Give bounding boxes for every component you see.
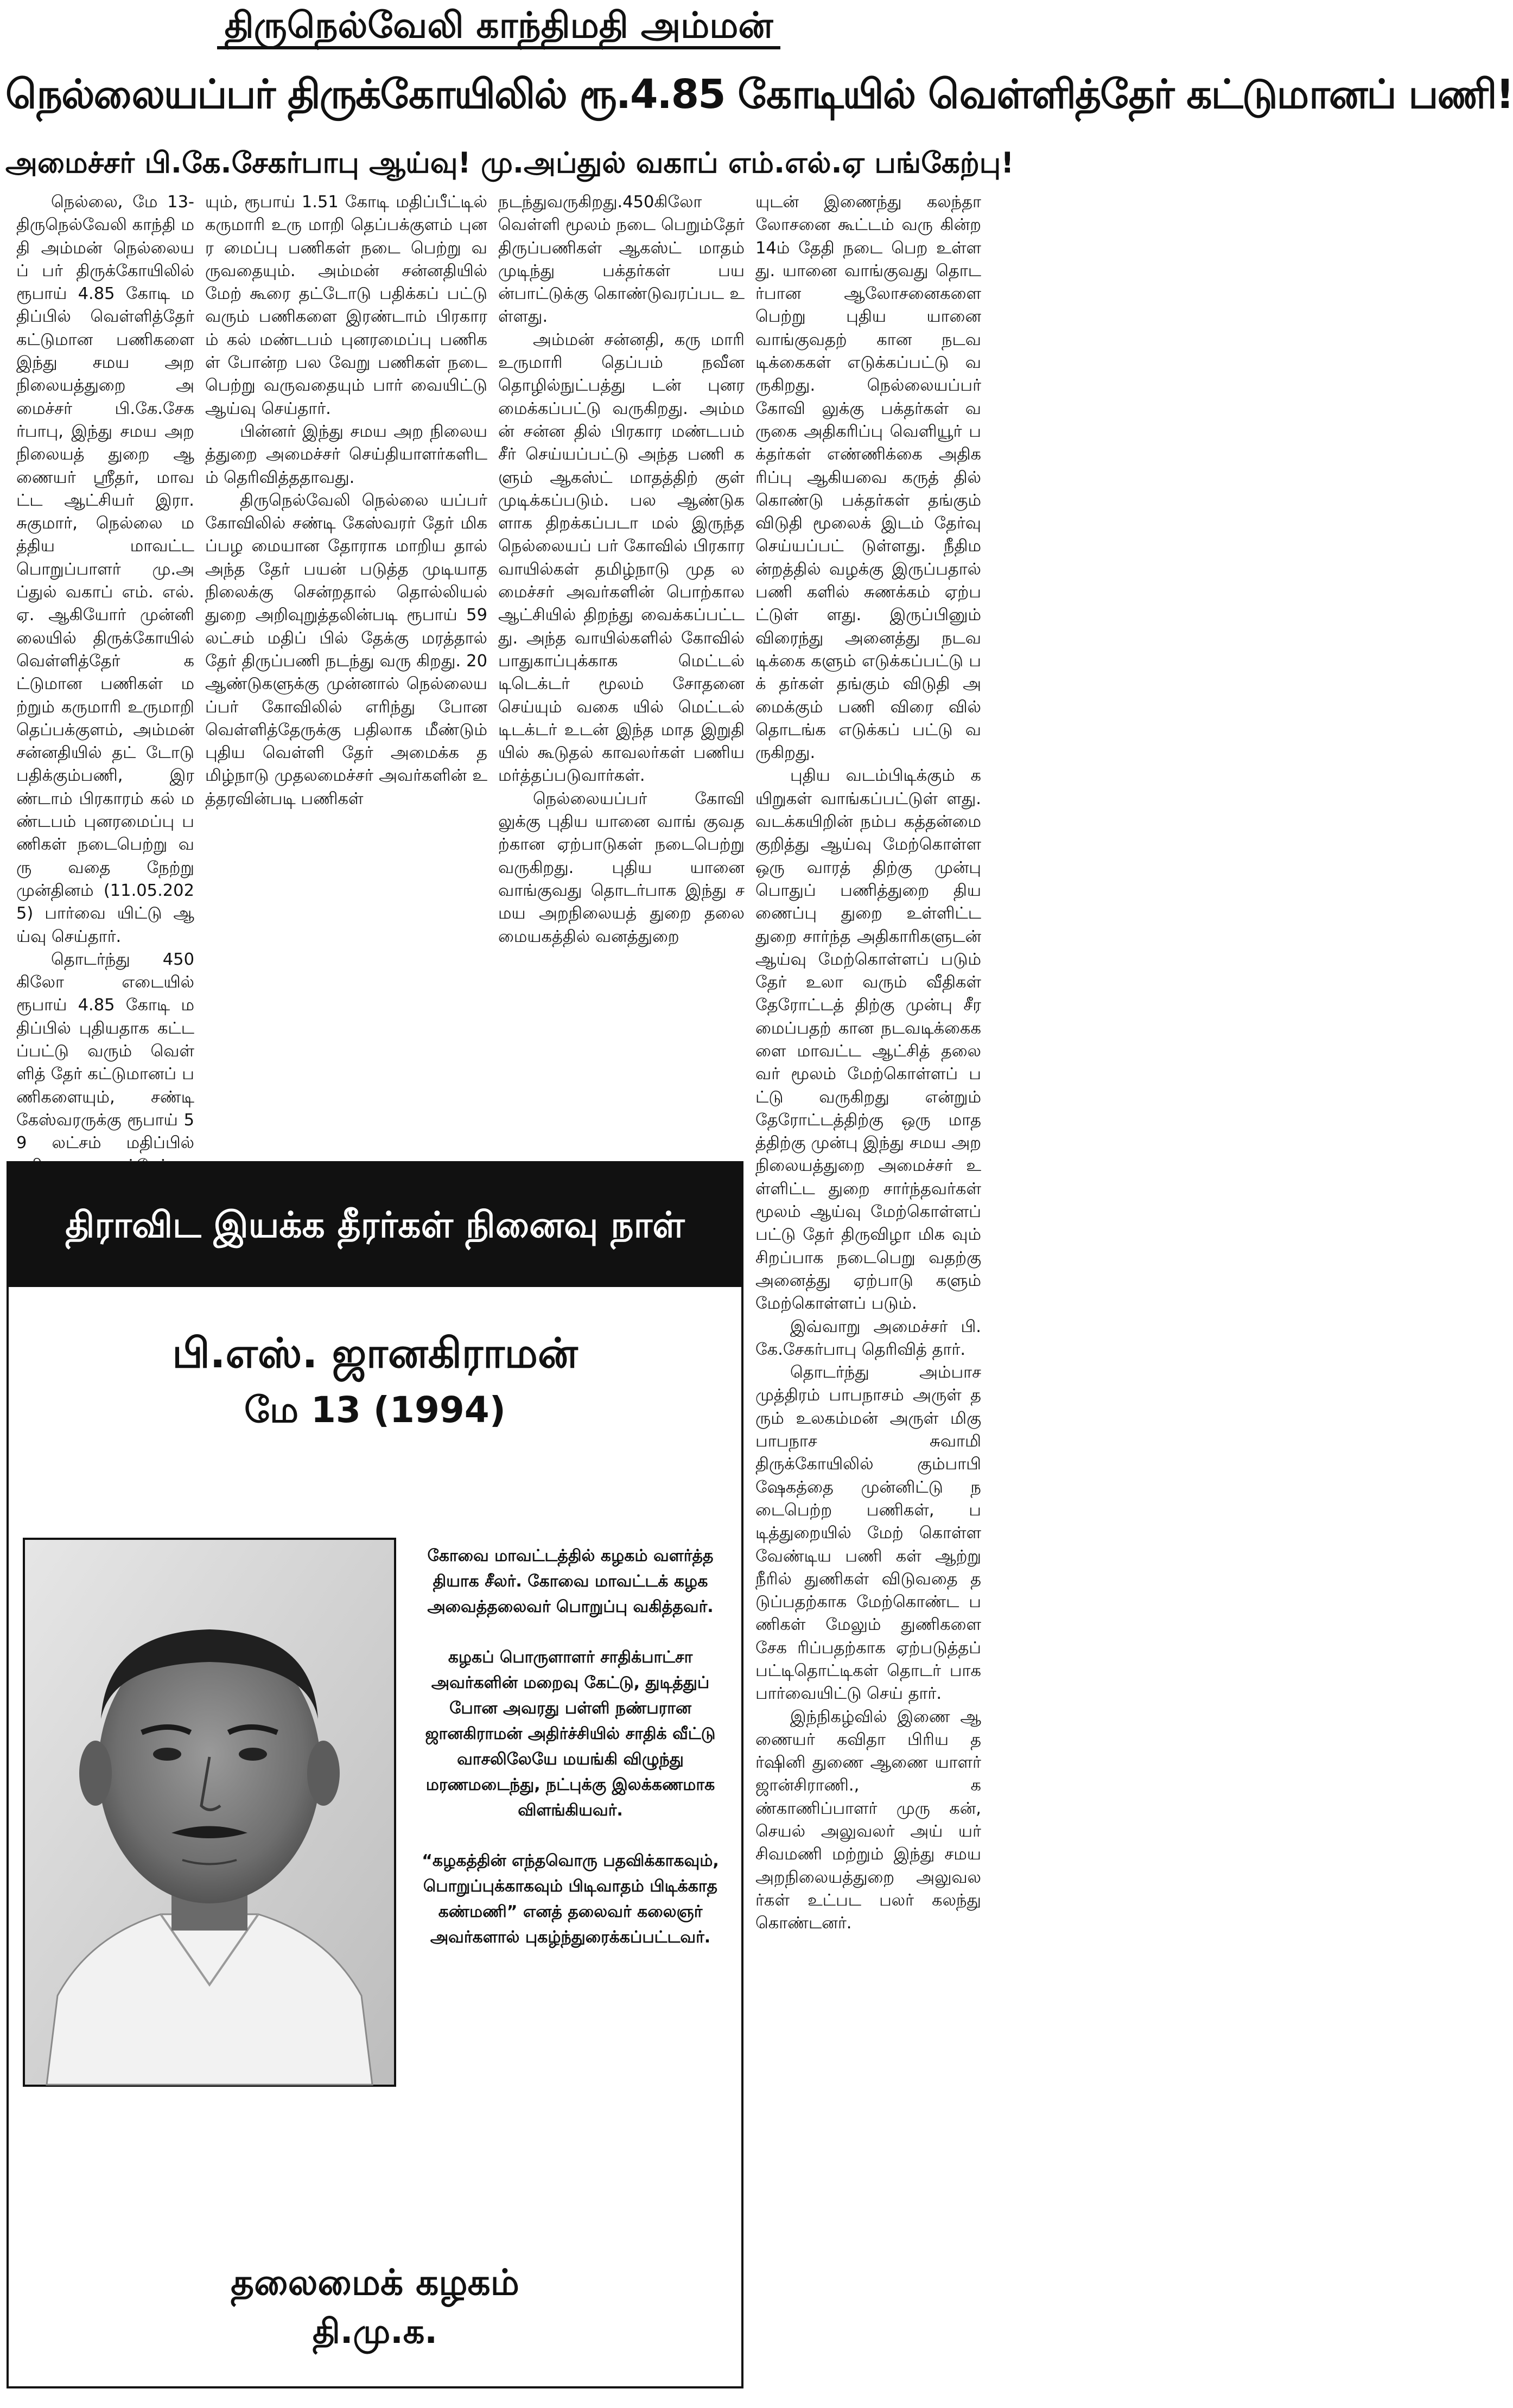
article-column-3 xyxy=(498,191,745,1151)
article-paragraph: இவ்வாறு அமைச்சர் பி.கே.சேகர்பாபு தெரிவித் தார். xyxy=(755,1317,981,1359)
article-paragraph: இந்நிகழ்வில் இணை ஆணையர் கவிதா பிரிய தர்ஷினி துணை ஆணை யாளர் ஜான்சிராணி., கண்காணிப்பாளர் முரு கன்,செயல் அலுவலர் அய் யர் சிவமணி மற்றும் இந்து சமய அறநிலையத்துறை அலுவலர்கள் உட்பட பலர் கலந்து கொண்டனர். xyxy=(755,1707,981,1933)
memorial-banner: திராவிட இயக்க தீரர்கள் நினைவு நாள் xyxy=(9,1163,741,1287)
memorial-box xyxy=(7,1161,743,2388)
memorial-text xyxy=(410,1543,730,1975)
memorial-party: தி.மு.க. xyxy=(313,2311,437,2351)
memorial-paragraph: “கழகத்தின் எந்தவொரு பதவிக்காகவும், பொறுப்புக்காகவும் பிடிவாதம் பிடிக்காத கண்மணி” எனத் தலைவர் கலைஞர் அவர்களால் புகழ்ந்துரைக்கப்பட்டவர். xyxy=(422,1851,719,1947)
portrait-illustration xyxy=(25,1540,394,2085)
memorial-name: பி.எஸ். ஜானகிராமன் xyxy=(172,1329,578,1377)
memorial-paragraph: கோவை மாவட்டத்தில் கழகம் வளர்த்த தியாக சீலர். கோவை மாவட்டக் கழக அவைத்தலைவர் பொறுப்பு வகித்தவர். xyxy=(427,1546,714,1616)
memorial-paragraph: கழகப் பொருளாளர் சாதிக்பாட்சா அவர்களின் மறைவு கேட்டு, துடித்துப் போன அவரது பள்ளி நண்பரான ஜானகிராமன் அதிர்ச்சியில் சாதிக் வீட்டு வாசலிலேயே மயங்கி விழுந்து மரணமடைந்து, நட்புக்கு இலக்கணமாக விளங்கியவர். xyxy=(425,1648,716,1820)
article-paragraph: நெல்லையப்பர் கோவி லுக்கு புதிய யானை வாங் குவதற்கான ஏற்பாடுகள் நடைபெற்று வருகிறது. புதிய யானை வாங்குவது தொடர்பாக இந்து சமய அறநிலையத் துறை தலை மையகத்தில் வனத்துறை xyxy=(498,789,745,946)
article-paragraph: நடந்துவருகிறது.450கிலோ வெள்ளி மூலம் நடை பெறும்தேர் திருப்பணிகள் ஆகஸ்ட் மாதம் முடிந்து பக்தர்கள் பயன்பாட்டுக்கு கொண்டுவரப்பட உள்ளது. xyxy=(498,193,745,327)
article-paragraph: யுடன் இணைந்து கலந்தா லோசனை கூட்டம் வரு கின்ற 14ம் தேதி நடை பெற உள்ளது. யானை வாங்குவது தொடர்பான ஆலோசனைகளை பெற்று புதிய யானை வாங்குவதற் கான நடவடிக்கைகள் எடுக்கப்பட்டு வருகிறது. நெல்லையப்பர் கோவி லுக்கு பக்தர்கள் வருகை அதிகரிப்பு வெளியூர் பக்தர்கள் எண்ணிக்கை அதிகரிப்பு ஆகியவை கருத் தில் கொண்டு பக்தர்கள் தங்கும் விடுதி மூலைக் இடம் தேர்வு செய்யப்பட் டுள்ளது. நீதிமன்றத்தில் வழக்கு இருப்பதால் பணி களில் சுணக்கம் ஏற்பட்டுள் ளது. இருப்பினும் விரைந்து அனைத்து நடவடிக்கை களும் எடுக்கப்பட்டு பக் தர்கள் தங்கும் விடுதி அமைக்கும் பணி விரை வில் தொடங்க எடுக்கப் பட்டு வருகிறது. xyxy=(755,193,981,763)
article-paragraph: திருநெல்வேலி நெல்லை யப்பர் கோவிலில் சண்டி கேஸ்வரர் தேர் மிகப்பழ மையான தோராக மாறிய தால் அந்த தேர் பயன் படுத்த முடியாத நிலைக்கு சென்றதால் தொல்லியல் துறை அறிவுறுத்தலின்படி ரூபாய் 59 லட்சம் மதிப் பில் தேக்கு மரத்தால் தேர் திருப்பணி நடந்து வரு கிறது. 20 ஆண்டுகளுக்கு முன்னால் நெல்லையப்பர் கோவிலில் எரிந்து போன வெள்ளித்தேருக்கு பதிலாக மீண்டும் புதிய வெள்ளி தேர் அமைக்க தமிழ்நாடு முதலமைச்சர் அவர்களின் உத்தரவின்படி பணிகள் xyxy=(205,490,487,808)
kicker xyxy=(0,2,997,49)
subheadline: அமைச்சர் பி.கே.சேகர்பாபு ஆய்வு! மு.அப்துல் வகாப் எம்.எல்.ஏ பங்கேற்பு! xyxy=(5,146,1014,180)
article-column-2 xyxy=(205,191,487,1151)
article-paragraph: தொடர்ந்து 450 கிலோ எடையில் ரூபாய் 4.85 கோடி மதிப்பில் புதியதாக கட்டப்பட்டு வரும் வெள் ளித் தேர் கட்டுமானப் பணிகளையும், சண்டி கேஸ்வரருக்கு ரூபாய் 59 லட்சம் மதிப்பில் xyxy=(16,950,194,1153)
portrait-photo xyxy=(23,1538,396,2087)
article-column-1 xyxy=(16,191,194,1151)
article-paragraph: யும், ரூபாய் 1.51 கோடி மதிப்பீட்டில் கருமாரி உரு மாறி தெப்பக்குளம் புனர மைப்பு பணிகள் நடை பெற்று வருவதையும். அம்மன் சன்னதியில் மேற் கூரை தட்டோடு பதிக்கப் பட்டு வரும் பணிகளை இரண்டாம் பிரகாரம் கல் மண்டபம் புனரமைப்பு பணிகள் போன்ற பல வேறு பணிகள் நடை பெற்று வருவதையும் பார் வையிட்டு ஆய்வு செய்தார். xyxy=(205,193,487,418)
article-paragraph: நெல்லை, மே 13- திருநெல்வேலி காந்தி மதி அம்மன் நெல்லையப் பர் திருக்கோயிலில் ரூபாய் 4.85 கோடி மதிப்பில் வெள்ளித்தேர் கட்டுமான பணிகளை இந்து சமய அற நிலையத்துறை அமைச்சர் பி.கே.சேகர்பாபு, இந்து சமய அறநிலையத் துறை ஆணையர் ஸ்ரீதர், மாவட்ட ஆட்சியர் இரா. சுகுமார், நெல்லை மத்திய மாவட்ட பொறுப்பாளர் மு.அப்துல் வகாப் எம். எல்.ஏ. ஆகியோர் முன்னி லையில் திருக்கோயில் வெள்ளித்தேர் கட்டுமான பணிகள் மற்றும் கருமாரி உருமாறி தெப்பக்குளம், அம்மன் சன்னதியில் தட் டோடு பதிக்கும்பணி, இரண்டாம் பிரகாரம் கல் மண்டபம் புனரமைப்பு பணிகள் நடைபெற்று வரு வதை நேற்று முன்தினம் (11.05.2025) பார்வை யிட்டு ஆய்வு செய்தார். xyxy=(16,193,194,946)
headline: நெல்லையப்பர் திருக்கோயிலில் ரூ.4.85 கோடியில் வெள்ளித்தேர் கட்டுமானப் பணி! xyxy=(5,71,1513,118)
memorial-signoff: தலைமைக் கழகம் xyxy=(231,2262,519,2303)
article-paragraph: அம்மன் சன்னதி, கரு மாரி உருமாரி தெப்பம் நவீன தொழில்நுட்பத்து டன் புனரமைக்கப்பட்டு வருகிறது. அம்மன் சன்ன தில் பிரகார மண்டபம் சீர் செய்யப்பட்டு அந்த பணி களும் ஆகஸ்ட் மாதத்திற் குள் முடிக்கப்படும். பல ஆண்டுகளாக திறக்கப்படா மல் இருந்த நெல்லையப் பர் கோவில் பிரகார வாயில்கள் தமிழ்நாடு முத லமைச்சர் அவர்களின் பொற்கால ஆட்சியில் திறந்து வைக்கப்பட்டது. அந்த வாயில்களில் கோவில் பாதுகாப்புக்காக மெட்டல் டிடெக்டர் மூலம் சோதனை செய்யும் வகை யில் மெட்டல் டிடக்டர் உடன் இந்த மாத இறுதி யில் கூடுதல் காவலர்கள் பணியமர்த்தப்படுவார்கள். xyxy=(498,330,745,786)
article-paragraph: தொடர்ந்து அம்பாச முத்திரம் பாபநாசம் அருள் தரும் உலகம்மன் அருள் மிகு பாபநாச சுவாமி திருக்கோயிலில் கும்பாபி ஷேகத்தை முன்னிட்டு நடைபெற்ற பணிகள், படித்துறையில் மேற் கொள்ள வேண்டிய பணி கள் ஆற்று நீரில் துணிகள் விடுவதை தடுப்பதற்காக மேற்கொண்ட பணிகள் மேலும் துணிகளை சேக ரிப்பதற்காக ஏற்படுத்தப் பட்டிதொட்டிகள் தொடர் பாக பார்வையிட்டு செய் தார். xyxy=(755,1363,981,1704)
article-column-4 xyxy=(755,191,981,2394)
kicker-text: திருநெல்வேலி காந்திமதி அம்மன் xyxy=(217,4,781,49)
memorial-date: மே 13 (1994) xyxy=(244,1389,506,1431)
article-paragraph: புதிய வடம்பிடிக்கும் கயிறுகள் வாங்கப்பட்டுள் ளது. வடக்கயிறின் நம்ப கத்தன்மை குறித்து ஆய்வு மேற்கொள்ள ஒரு வாரத் திற்கு முன்பு பொதுப் பணித்துறை தியணைப்பு துறை உள்ளிட்ட துறை சார்ந்த அதிகாரிகளுடன் ஆய்வு மேற்கொள்ளப் படும் தேர் உலா வரும் வீதிகள் தேரோட்டத் திற்கு முன்பு சீரமைப்பதற் கான நடவடிக்கைகளை மாவட்ட ஆட்சித் தலை வர் மூலம் மேற்கொள்ளப் பட்டு வருகிறது என்றும் தேரோட்டத்திற்கு ஒரு மாதத்திற்கு முன்பு இந்து சமய அறநிலையத்துறை அமைச்சர் உள்ளிட்ட துறை சார்ந்தவர்கள் மூலம் ஆய்வு மேற்கொள்ளப் பட்டு தேர் திருவிழா மிக வும் சிறப்பாக நடைபெறு வதற்கு அனைத்து ஏற்பாடு களும் மேற்கொள்ளப் படும். xyxy=(755,766,981,1314)
article-paragraph: பின்னர் இந்து சமய அற நிலையத்துறை அமைச்சர் செய்தியாளர்களிடம் தெரிவித்ததாவது. xyxy=(205,422,487,487)
